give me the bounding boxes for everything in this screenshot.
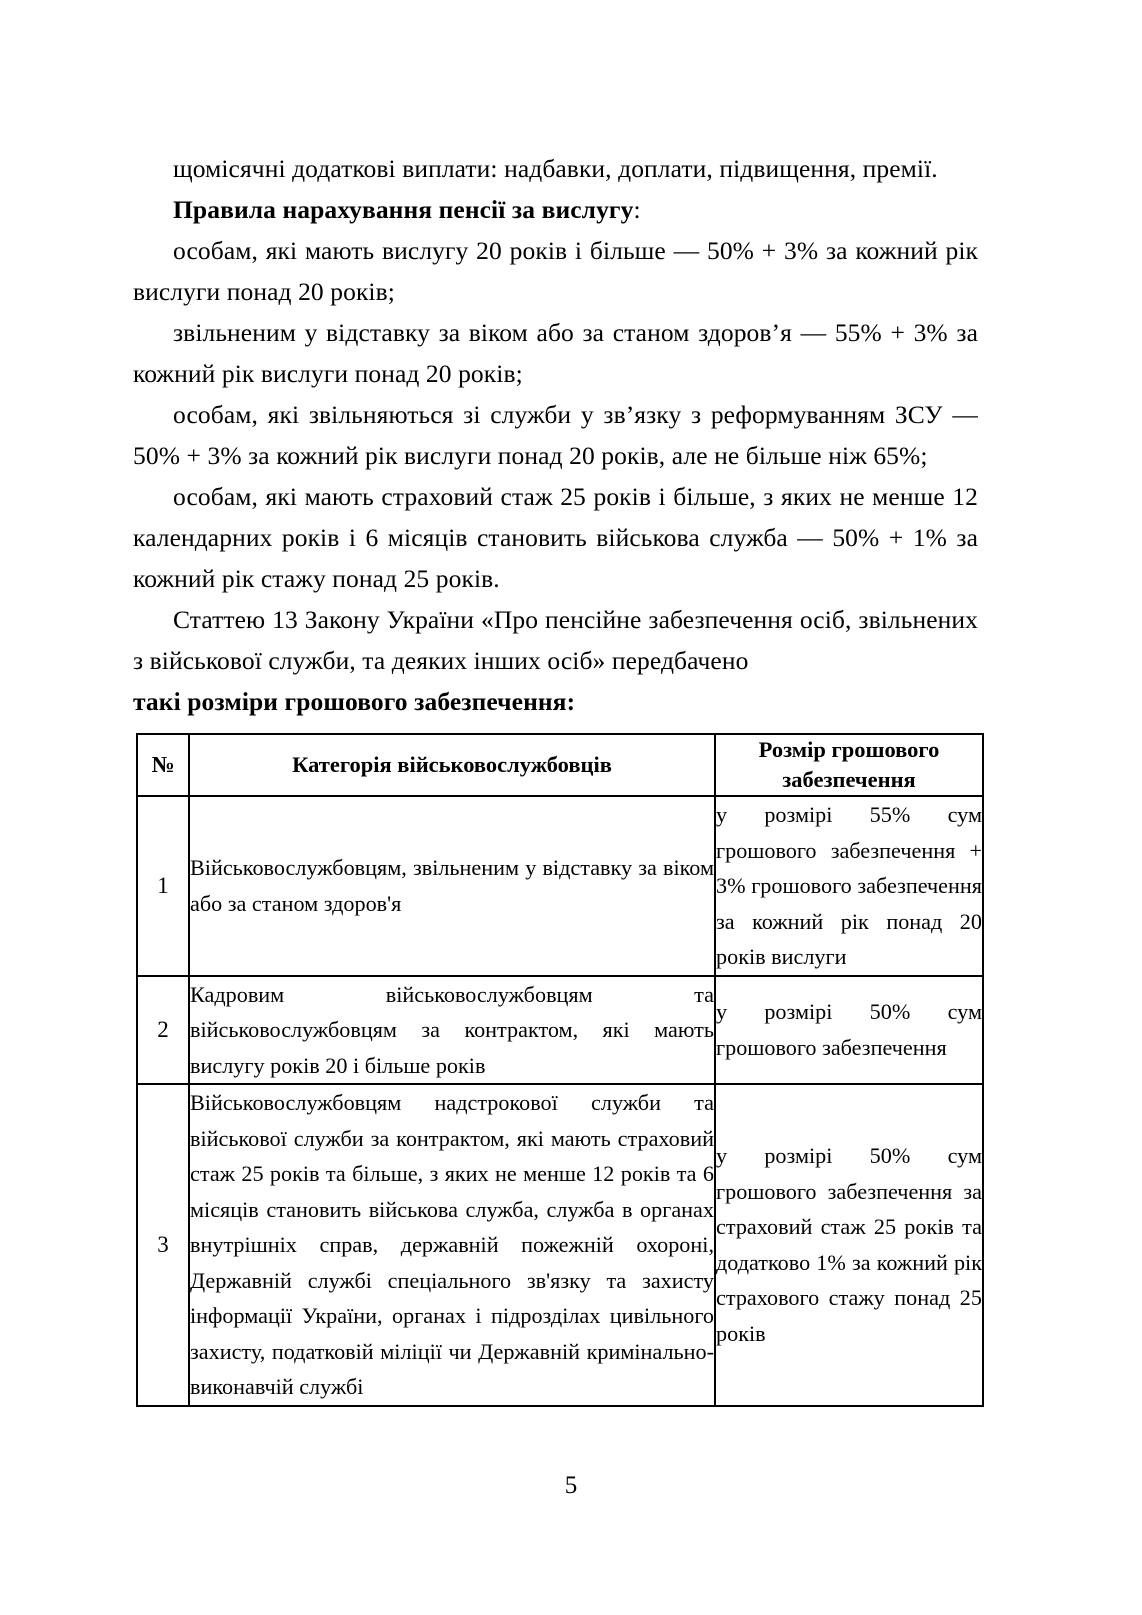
paragraph-rule-20-years: особам, які мають вислугу 20 років і більше — 50% + 3% за кожний рік вислуги понад 20 років;	[133, 236, 978, 306]
allowance-table-container	[136, 733, 982, 1407]
column-header-amount: Розмір грошового забезпечення	[715, 734, 983, 796]
column-header-number: №	[137, 734, 189, 796]
heading-allowance-amounts-text: такі розміри грошового забезпечення:	[133, 687, 576, 716]
row-category-text: Кадровим військовослужбовцям та військовослужбовцям за контрактом, які мають вислугу років 20 і більше років	[190, 981, 714, 1078]
row-amount	[715, 1084, 983, 1406]
allowance-table-body	[137, 796, 983, 1406]
row-number: 3	[137, 1084, 189, 1406]
row-category-text: Військовослужбовцям надстрокової служби та військової служби за контрактом, які мають страховий стаж 25 років та більше, з яких не менше 12 років та 6 місяців становить військова служба, служба в органах внутрішніх справ, державній пожежній охороні, Державній службі спеціального зв'язку та захисту інформації України, органах і підрозділах цивільного захисту, податковій міліції чи Державній кримінально-виконавчій службі	[190, 1090, 714, 1399]
paragraph-rule-insurance-record-25: особам, які мають страховий стаж 25 років і більше, з яких не менше 12 календарних років і 6 місяців становить військова служба — 50% + 1% за кожний рік стажу понад 25 років.	[133, 482, 978, 593]
heading-pension-rules	[133, 189, 978, 230]
row-amount-text: у розмірі 50% сум грошового забезпечення	[716, 999, 982, 1060]
row-category	[189, 1084, 715, 1406]
row-category-text: Військовослужбовцям, звільненим у відставку за віком або за станом здоров'я	[190, 855, 714, 916]
paragraph-law-article-13: Статтею 13 Закону України «Про пенсійне забезпечення осіб, звільнених з військової служби, та деяких інших осіб» передбачено	[133, 605, 978, 675]
row-amount-text: у розмірі 50% сум грошового забезпечення за страховий стаж 25 років та додатково 1% за кожний рік страхового стажу понад 25 років	[716, 1143, 982, 1346]
heading-pension-rules-text: Правила нарахування пенсії за вислугу	[173, 195, 634, 224]
heading-pension-rules-colon: :	[633, 195, 641, 224]
row-amount	[715, 796, 983, 976]
allowance-table	[136, 733, 984, 1407]
row-number: 2	[137, 976, 189, 1085]
column-header-category: Категорія військовослужбовців	[189, 734, 715, 796]
table-header-row	[137, 734, 983, 796]
page-number: 5	[564, 1472, 578, 1499]
allowance-table-head	[137, 734, 983, 796]
table-row	[137, 796, 983, 976]
table-row	[137, 1084, 983, 1406]
row-amount	[715, 976, 983, 1085]
document-body	[133, 148, 978, 722]
paragraph-rule-army-reform: особам, які звільняються зі служби у зв’язку з реформуванням ЗСУ — 50% + 3% за кожний рік вислуги понад 20 років, але не більше ніж 65%;	[133, 400, 978, 470]
paragraph-monthly-payments: щомісячні додаткові виплати: надбавки, доплати, підвищення, премії.	[173, 154, 938, 183]
row-category	[189, 796, 715, 976]
row-category	[189, 976, 715, 1085]
table-row	[137, 976, 983, 1085]
row-number: 1	[137, 796, 189, 976]
paragraph-rule-retirement-age-health: звільненим у відставку за віком або за станом здоров’я — 55% + 3% за кожний рік вислуги понад 20 років;	[133, 318, 978, 388]
heading-allowance-amounts	[133, 681, 978, 722]
row-amount-text: у розмірі 55% сум грошового забезпечення + 3% грошового забезпечення за кожний рік понад 20 років вислуги	[716, 802, 982, 969]
